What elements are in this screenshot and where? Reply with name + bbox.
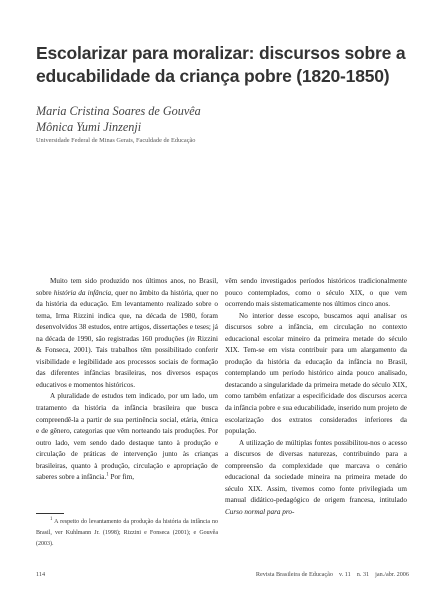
text-run: Por fim,	[108, 473, 135, 482]
footnote	[36, 517, 218, 549]
author-affiliation: Universidade Federal de Minas Gerais, Faculdade de Educação	[36, 137, 196, 144]
italic-term: Curso normal para pro-	[225, 507, 295, 516]
body-column-right	[225, 276, 407, 518]
italic-term: história da infância	[53, 288, 112, 297]
journal-reference	[256, 571, 409, 578]
body-paragraph	[225, 438, 407, 519]
footnote-divider	[36, 513, 64, 514]
footnote-marker: 1	[106, 472, 109, 478]
italic-term: in	[189, 334, 195, 343]
body-paragraph	[36, 391, 218, 483]
author-name: Mônica Yumi Jinzenji	[36, 120, 142, 134]
body-paragraph	[36, 276, 218, 391]
body-paragraph: No interior desse escopo, buscamos aqui analisar os discursos sobre a infância, em circulação no contexto educacional escolar mineiro da primeira metade do século XIX. Tem-se em vista contribuir para um alargamento da produção da história da educação da infância no Brasil, contemplando um período histórico ainda pouco analisado, destacando a singularidade da primeira metade do século XIX, como também enfatizar a especificidade dos discursos acerca da infância pobre e sua educabilidade, inserido num projeto de escolarização dos extratos considerados inferiores da população.	[225, 311, 407, 436]
journal-volume: v. 11	[339, 571, 351, 578]
text-run: A pluralidade de estudos tem indicado, por um lado, um tratamento da história da infância brasileira que busca compreendê-la a partir de sua pertinência social, etária, étnica e de gênero, categorias que vêm norteando tais produções. Por outro lado, vem sendo dado destaque tanto à produção e circulação de práticas de intervenção junto às crianças brasileiras, quanto à produção, circulação e apropriação de saberes sobre a infância.	[36, 392, 218, 482]
author-name: Maria Cristina Soares de Gouvêa	[36, 104, 201, 118]
text-run: Rizzini & Fonseca, 2001). Tais trabalhos têm possibilitado conferir visibilidade e legibilidade aos processos sociais de formação das diferentes infâncias brasileiras, nos diversos espaços educativos e momentos históricos.	[36, 334, 218, 389]
text-run: Muito tem sido produzido nos últimos anos, no Brasil, sobre	[36, 277, 218, 297]
journal-date: jan./abr. 2006	[375, 571, 409, 578]
journal-name: Revista Brasileira de Educação	[255, 571, 334, 578]
text-run: , quer no âmbito da história, quer no da história da educação. Em levantamento realizado sobre o tema, Irma Rizzini indica que, na década de 1980, foram desenvolvidos 38 estudos, entre artigos, dissertações e teses; já na década de 1990, são registradas 160 produções (	[36, 288, 218, 343]
page-number: 114	[36, 571, 46, 578]
journal-issue: n. 31	[356, 571, 370, 578]
footnote-text: A respeito do levantamento da produção da história da infância no Brasil, ver Kuhlmann Jr. (1998); Rizzini e Fonseca (2001); e Gouvêa (2003).	[36, 519, 218, 547]
body-column-left	[36, 276, 218, 484]
text-run: A utilização de múltiplas fontes possibilitou-nos o acesso a discursos de diversas naturezas, contribuindo para a compreensão da complexidade que marcava o cenário educacional da sociedade mineira na primeira metade do século XIX. Assim, tivemos como fonte privilegiada um manual didático-pedagógico de origem francesa, intitulado	[225, 438, 407, 505]
footnote-number: 1	[50, 517, 53, 522]
body-paragraph: vêm sendo investigados períodos históricos tradicionalmente pouco contemplados, como o século XIX, o que vem ocorrendo mais sistematicamente nos últimos cinco anos.	[225, 277, 407, 309]
article-title: Escolarizar para moralizar: discursos sobre a educabilidade da criança pobre (1820-1850)	[36, 43, 406, 86]
